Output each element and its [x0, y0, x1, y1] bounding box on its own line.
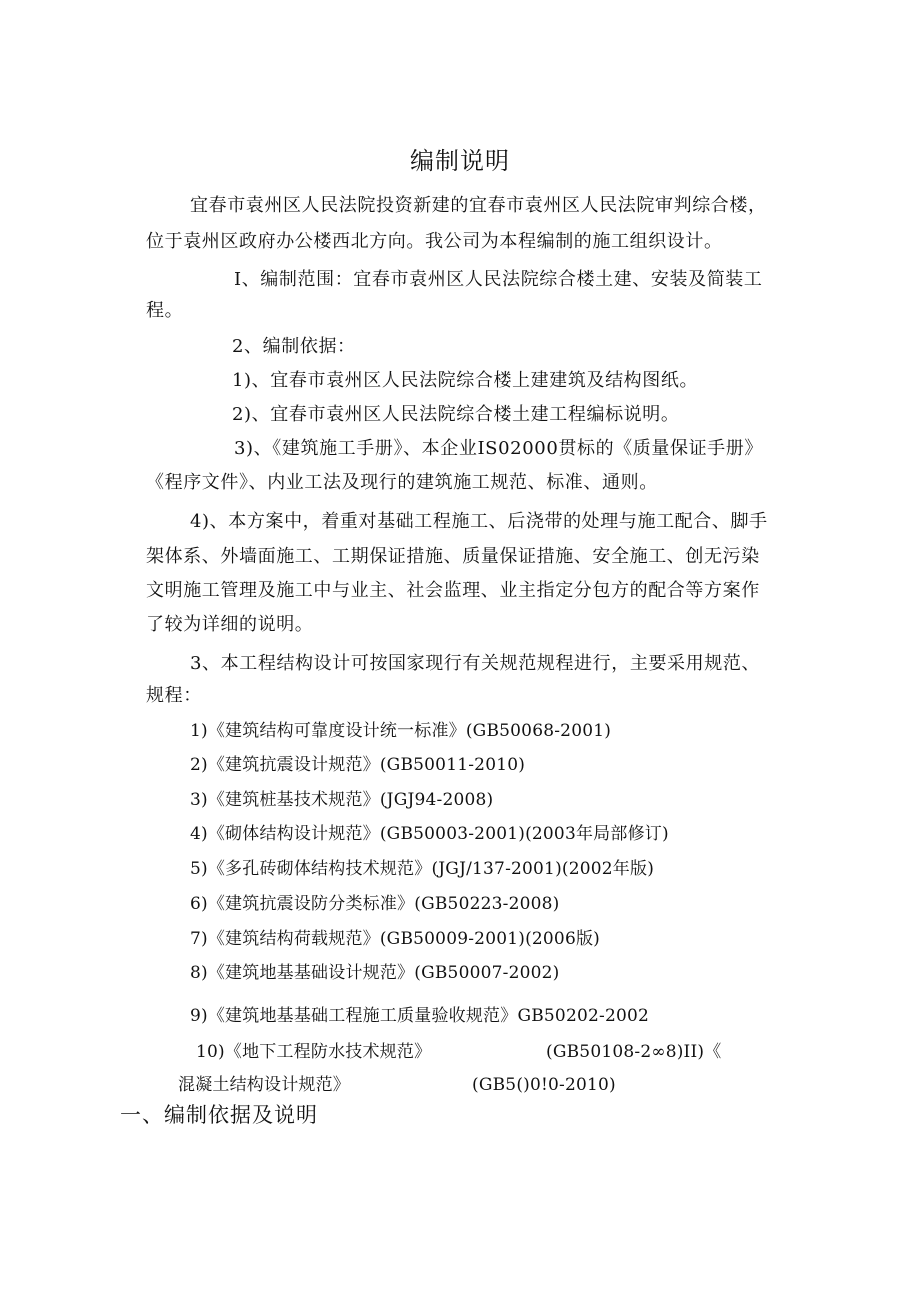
basis-item-1: 1)、宜春市袁州区人民法院综合楼上建建筑及结构图纸。: [232, 370, 699, 391]
standard-10-code: (GB50108-2∞8)II)《: [546, 1042, 722, 1062]
basis-item-2: 2)、宜春市袁州区人民法院综合楼土建工程编标说明。: [232, 404, 680, 425]
standard-item: 2)《建筑抗震设计规范》(GB50011-2010): [190, 755, 526, 775]
design-line-2: 规程：: [146, 685, 202, 706]
basis-heading: 2、编制依据：: [232, 336, 356, 357]
standard-item: 6)《建筑抗震设防分类标准》(GB50223-2008): [190, 894, 560, 914]
scope-line-1: I、编制范围：宜春市袁州区人民法院综合楼土建、安装及简装工: [234, 269, 763, 290]
basis-item-4-line-2: 架体系、外墙面施工、工期保证措施、质量保证措施、安全施工、创无污染: [146, 546, 760, 567]
standard-item: 7)《建筑结构荷载规范》(GB50009-2001)(2006版): [190, 929, 601, 949]
standard-item: 5)《多孔砖砌体结构技术规范》(JGJ/137-2001)(2002年版): [190, 859, 655, 879]
basis-item-4-line-3: 文明施工管理及施工中与业主、社会监理、业主指定分包方的配合等方案作: [146, 580, 760, 601]
standard-10-name: 10)《地下工程防水技术规范》: [196, 1042, 432, 1062]
standard-item: 1)《建筑结构可靠度设计统一标准》(GB50068-2001): [190, 721, 612, 741]
basis-item-3-line-2: 《程序文件》、内业工法及现行的建筑施工规范、标准、通则。: [146, 472, 658, 493]
scope-line-2: 程。: [146, 300, 184, 321]
basis-item-4-line-4: 了较为详细的说明。: [146, 614, 314, 635]
standard-11-name: 混凝土结构设计规范》: [178, 1075, 350, 1095]
intro-line-1: 宜春市袁州区人民法院投资新建的宜春市袁州区人民法院审判综合楼，: [190, 195, 767, 216]
section-heading: 一、编制依据及说明: [120, 1103, 318, 1127]
design-line-1: 3、本工程结构设计可按国家现行有关规范规程进行，主要采用规范、: [190, 653, 761, 674]
standard-11-code: (GB5()0!0-2010): [472, 1075, 616, 1095]
page-title: 编制说明: [410, 147, 510, 175]
standard-item: 9)《建筑地基基础工程施工质量验收规范》GB50202-2002: [190, 1006, 650, 1026]
standard-item: 4)《砌体结构设计规范》(GB50003-2001)(2003年局部修订): [190, 824, 669, 844]
basis-item-4-line-1: 4)、本方案中，着重对基础工程施工、后浇带的处理与施工配合、脚手: [190, 511, 768, 532]
standard-item: 3)《建筑桩基技术规范》(JGJ94-2008): [190, 790, 494, 810]
basis-item-3-line-1: 3)、《建筑施工手册》、本企业IS02000贯标的《质量保证手册》: [234, 438, 763, 459]
intro-line-2: 位于袁州区政府办公楼西北方向。我公司为本程编制的施工组织设计。: [146, 231, 723, 252]
standard-item: 8)《建筑地基基础设计规范》(GB50007-2002): [190, 963, 560, 983]
